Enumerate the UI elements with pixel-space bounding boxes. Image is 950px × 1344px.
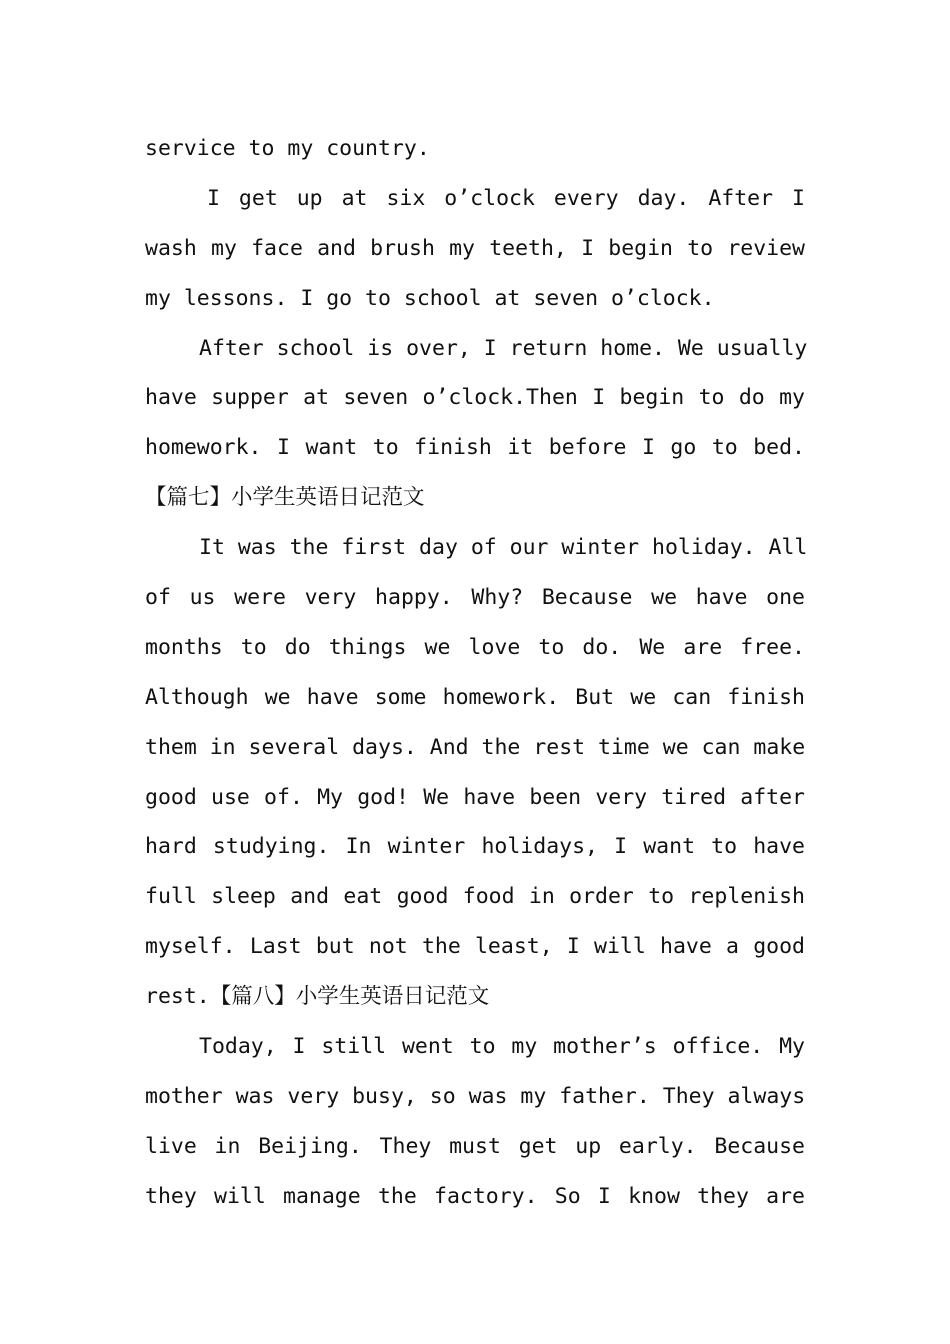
paragraph-start: After school is over, I return home. We usually (199, 335, 808, 361)
text-line: of us were very happy. Why? Because we have one (145, 585, 805, 611)
text-line: hard studying. In winter holidays, I want to have (145, 834, 805, 860)
paragraph-start: Today, I still went to my mother’s office. My (199, 1034, 805, 1060)
text-line: full sleep and eat good food in order to replenish (145, 884, 805, 910)
text-line: live in Beijing. They must get up early. Because (145, 1133, 805, 1159)
text-line: them in several days. And the rest time we can make (145, 734, 806, 760)
section-heading: 【篇七】小学生英语日记范文 (145, 485, 425, 511)
text-line: good use of. My god! We have been very tired after (145, 784, 805, 810)
text-line: mother was very busy, so was my father. They always (145, 1083, 806, 1109)
text-line: myself. Last but not the least, I will have a good (145, 934, 805, 960)
text-line: Although we have some homework. But we can finish (145, 684, 805, 710)
text-line: my lessons. I go to school at seven o’clock. (145, 285, 715, 311)
document-page (145, 124, 808, 1222)
section-heading: rest.【篇八】小学生英语日记范文 (145, 984, 490, 1010)
text-line: they will manage the factory. So I know they are (145, 1183, 805, 1209)
paragraph-start: It was the first day of our winter holiday. All (199, 535, 808, 561)
paragraph-start: I get up at six o’clock every day. After I (207, 185, 805, 211)
text-line: months to do things we love to do. We are free. (145, 634, 805, 660)
text-line: have supper at seven o’clock.Then I begin to do my (145, 385, 805, 411)
text-line: service to my country. (145, 136, 430, 161)
text-line: wash my face and brush my teeth, I begin to review (145, 235, 805, 261)
text-line: homework. I want to finish it before I go to bed. (145, 435, 805, 461)
